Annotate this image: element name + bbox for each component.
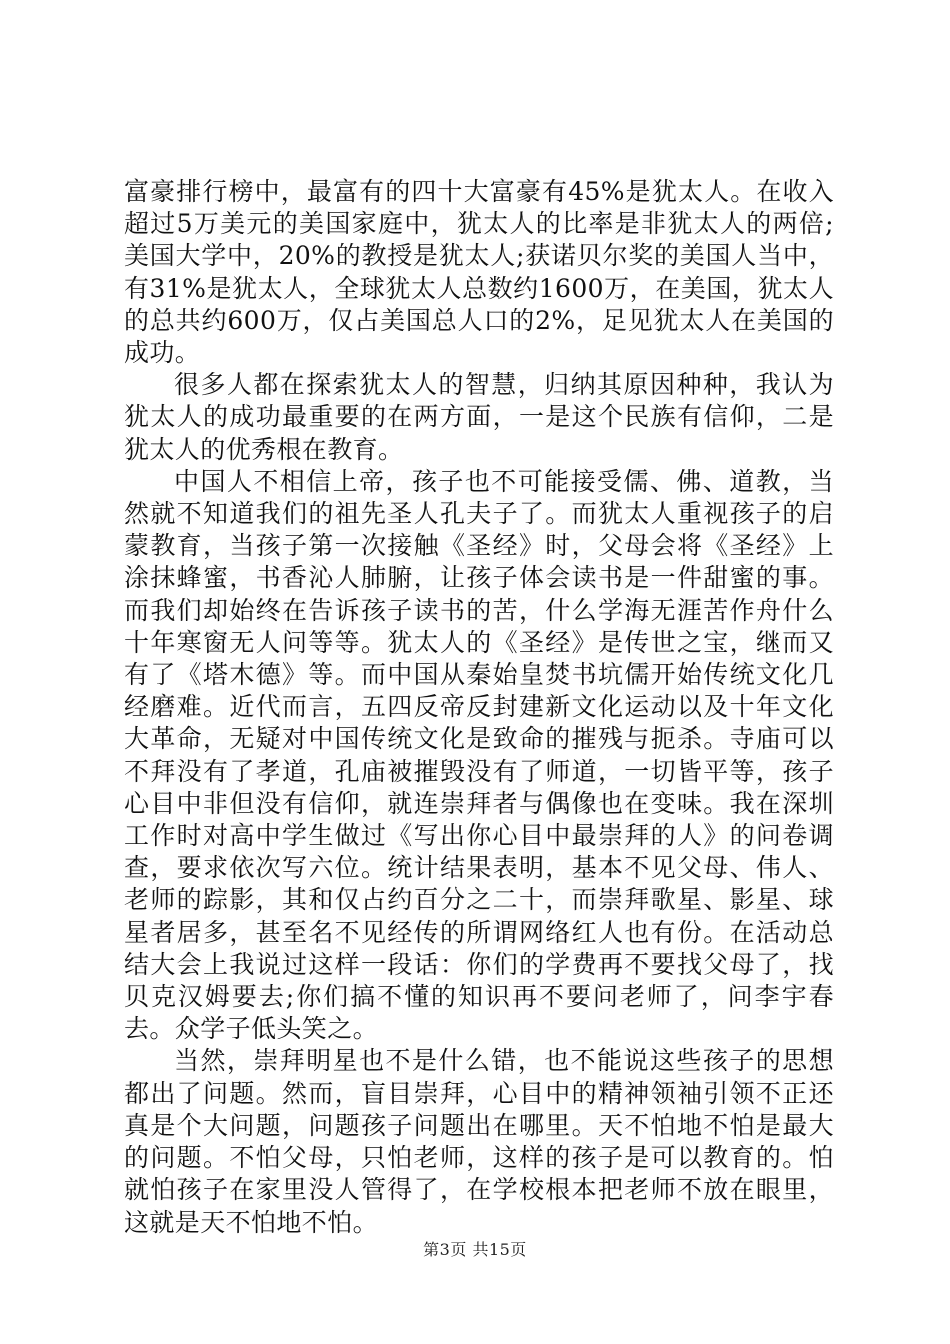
paragraph-2: 很多人都在探索犹太人的智慧，归纳其原因种种，我认为犹太人的成功最重要的在两方面，一是这个民族有信仰，二是犹太人的优秀根在教育。 bbox=[124, 370, 834, 464]
page-footer-page-number: 第3页 共15页 bbox=[423, 1240, 527, 1259]
paragraph-4: 当然，崇拜明星也不是什么错，也不能说这些孩子的思想都出了问题。然而，盲目崇拜，心目中的精神领袖引领不正还真是个大问题，问题孩子问题出在哪里。天不怕地不怕是最大的问题。不怕父母，只怕老师，这样的孩子是可以教育的。怕就怕孩子在家里没人管得了，在学校根本把老师不放在眼里，这就是天不怕地不怕。 bbox=[124, 1046, 834, 1237]
paragraph-1: 富豪排行榜中，最富有的四十大富豪有45%是犹太人。在收入超过5万美元的美国家庭中，犹太人的比率是非犹太人的两倍;美国大学中，20%的教授是犹太人;获诺贝尔奖的美国人当中，有31%是犹太人，全球犹太人总数约1600万，在美国，犹太人的总共约600万，仅占美国总人口的2%，足见犹太人在美国的成功。 bbox=[124, 177, 834, 368]
paragraph-3: 中国人不相信上帝，孩子也不可能接受儒、佛、道教，当然就不知道我们的祖先圣人孔夫子了。而犹太人重视孩子的启蒙教育，当孩子第一次接触《圣经》时，父母会将《圣经》上涂抹蜂蜜，书香沁人肺腑，让孩子体会读书是一件甜蜜的事。而我们却始终在告诉孩子读书的苦，什么学海无涯苦作舟什么十年寒窗无人问等等。犹太人的《圣经》是传世之宝，继而又有了《塔木德》等。而中国从秦始皇焚书坑儒开始传统文化几经磨难。近代而言，五四反帝反封建新文化运动以及十年文化大革命，无疑对中国传统文化是致命的摧残与扼杀。寺庙可以不拜没有了孝道，孔庙被摧毁没有了师道，一切皆平等，孩子心目中非但没有信仰，就连崇拜者与偶像也在变味。我在深圳工作时对高中学生做过《写出你心目中最崇拜的人》的问卷调查，要求依次写六位。统计结果表明，基本不见父母、伟人、老师的踪影，其和仅占约百分之二十，而崇拜歌星、影星、球星者居多，甚至名不见经传的所谓网络红人也有份。在活动总结大会上我说过这样一段话：你们的学费再不要找父母了，找贝克汉姆要去;你们搞不懂的知识再不要问老师了，问李宇春去。众学子低头笑之。 bbox=[124, 466, 834, 1044]
document-body bbox=[124, 176, 834, 1239]
